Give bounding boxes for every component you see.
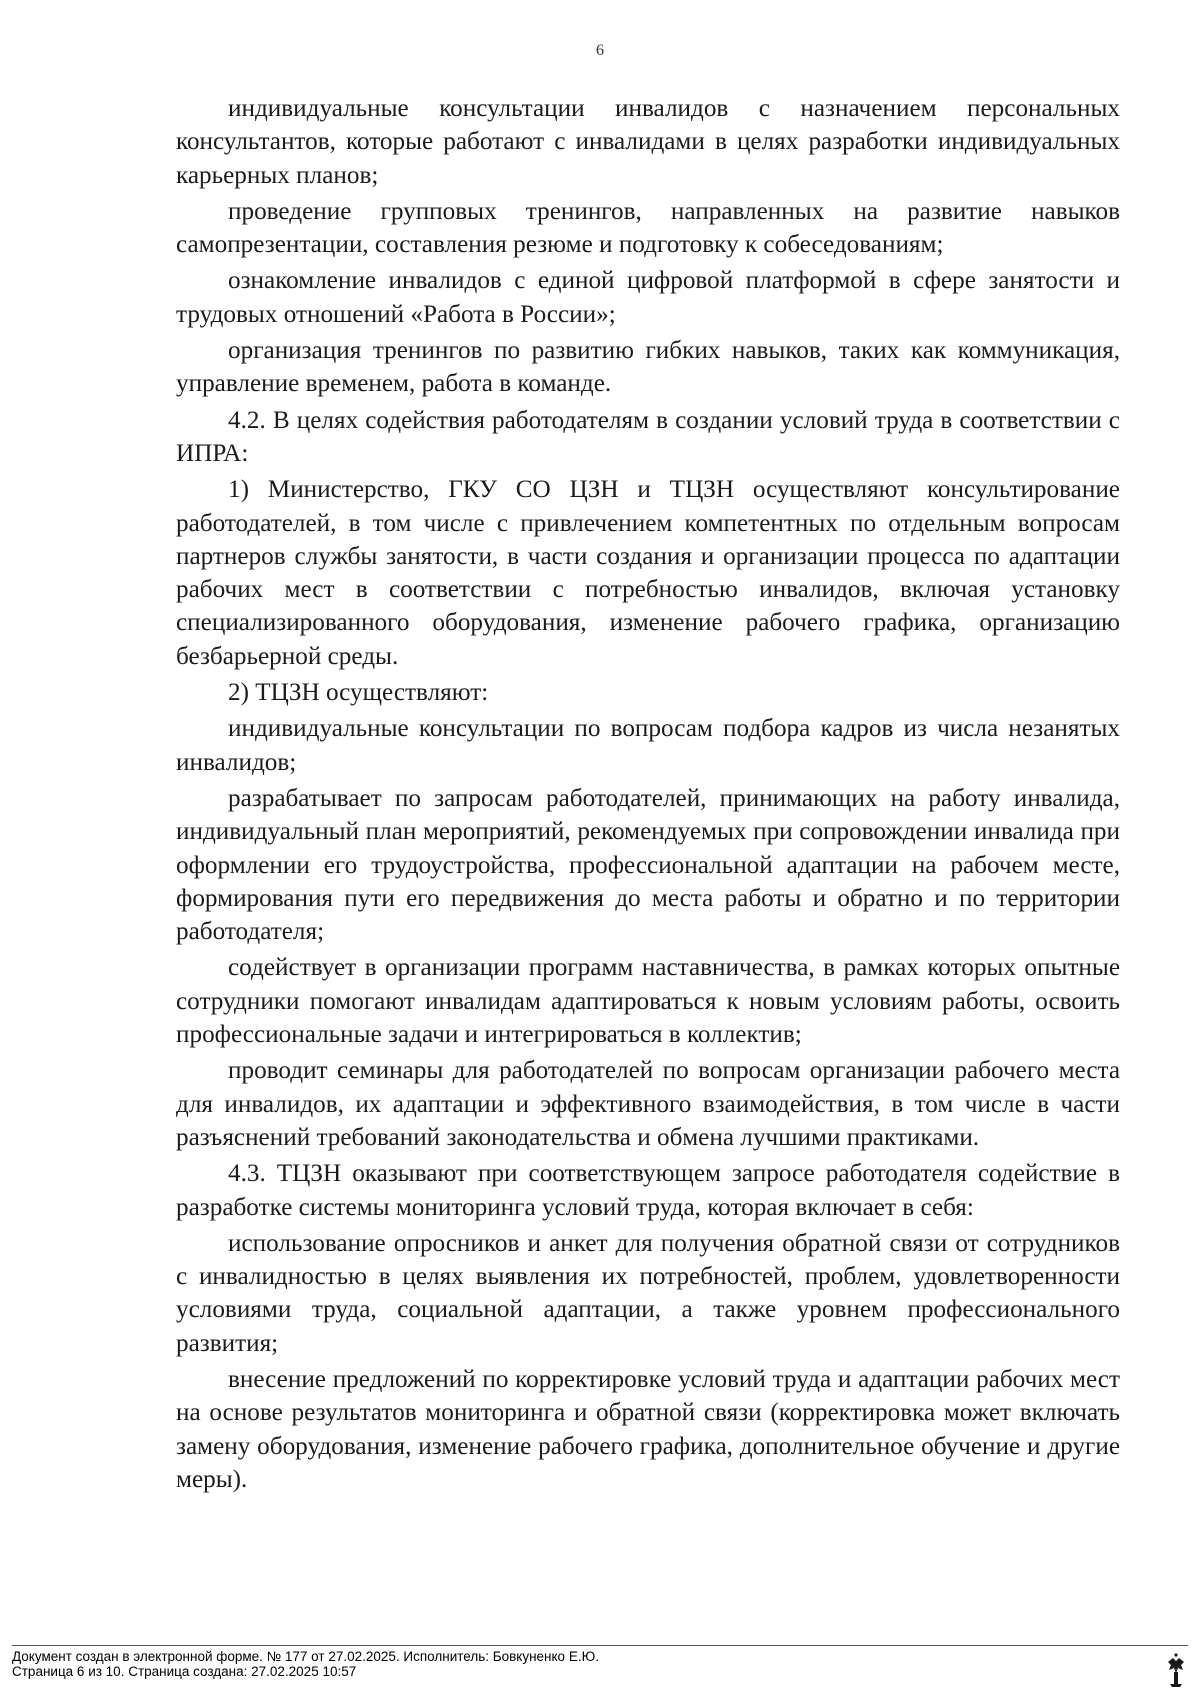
paragraph: 1) Министерство, ГКУ СО ЦЗН и ТЦЗН осуществляют консультирование работодателей, в том числе с привлечением компетентных по отдельным вопросам партнеров службы занятости, в части создания и организации процесса по адаптации рабочих мест в соответствии с потребностью инвалидов, включая установку специализированного оборудования, изменение рабочего графика, организацию безбарьерной среды.: [176, 476, 1120, 670]
page-number: 6: [596, 42, 604, 59]
paragraph: ознакомление инвалидов с единой цифровой платформой в сфере занятости и трудовых отношений «Работа в России»;: [176, 267, 1120, 328]
paragraph: индивидуальные консультации инвалидов с назначением персональных консультантов, которые работают с инвалидами в целях разработки индивидуальных карьерных планов;: [176, 95, 1120, 189]
paragraph: внесение предложений по корректировке условий труда и адаптации рабочих мест на основе результатов мониторинга и обратной связи (корректировка может включать замену оборудования, изменение рабочего графика, дополнительное обучение и другие меры).: [176, 1365, 1120, 1493]
paragraph: 2) ТЦЗН осуществляют:: [228, 679, 489, 707]
footer-divider: [12, 1645, 1188, 1646]
paragraph: проводит семинары для работодателей по вопросам организации рабочего места для инвалидов, их адаптации и эффективного взаимодействия, в том числе в части разъяснений требований законодательства и обмена лучшими практиками.: [176, 1057, 1120, 1151]
regional-emblem-icon: [1164, 1652, 1188, 1688]
paragraph: разрабатывает по запросам работодателей, принимающих на работу инвалида, индивидуальный план мероприятий, рекомендуемых при сопровождении инвалида при оформлении его трудоустройства, профессиональной адаптации на рабочем месте, формирования пути его передвижения до места работы и обратно и по территории работодателя;: [176, 784, 1120, 946]
paragraph: индивидуальные консультации по вопросам подбора кадров из числа незанятых инвалидов;: [176, 715, 1120, 776]
document-body: [176, 92, 1120, 1496]
document-footer: [12, 1649, 599, 1679]
footer-line-document-info: Документ создан в электронной форме. № 177 от 27.02.2025. Исполнитель: Бовкуненко Е.Ю.: [12, 1649, 599, 1664]
paragraph: организация тренингов по развитию гибких навыков, таких как коммуникация, управление временем, работа в команде.: [176, 337, 1120, 398]
paragraph: использование опросников и анкет для получения обратной связи от сотрудников с инвалидностью в целях выявления их потребностей, проблем, удовлетворенности условиями труда, социальной адаптации, а также уровнем профессионального развития;: [176, 1229, 1120, 1357]
paragraph: содействует в организации программ наставничества, в рамках которых опытные сотрудники помогают инвалидам адаптироваться к новым условиям работы, освоить профессиональные задачи и интегрироваться в коллектив;: [176, 954, 1120, 1049]
paragraph: проведение групповых тренингов, направленных на развитие навыков самопрезентации, составления резюме и подготовку к собеседованиям;: [176, 197, 1120, 259]
footer-line-page-info: Страница 6 из 10. Страница создана: 27.02.2025 10:57: [12, 1664, 357, 1679]
section-paragraph: 4.2. В целях содействия работодателям в создании условий труда в соответствии с ИПРА:: [176, 406, 1120, 467]
section-paragraph: 4.3. ТЦЗН оказывают при соответствующем запросе работодателя содействие в разработке системы мониторинга условий труда, которая включает в себя:: [176, 1160, 1120, 1221]
